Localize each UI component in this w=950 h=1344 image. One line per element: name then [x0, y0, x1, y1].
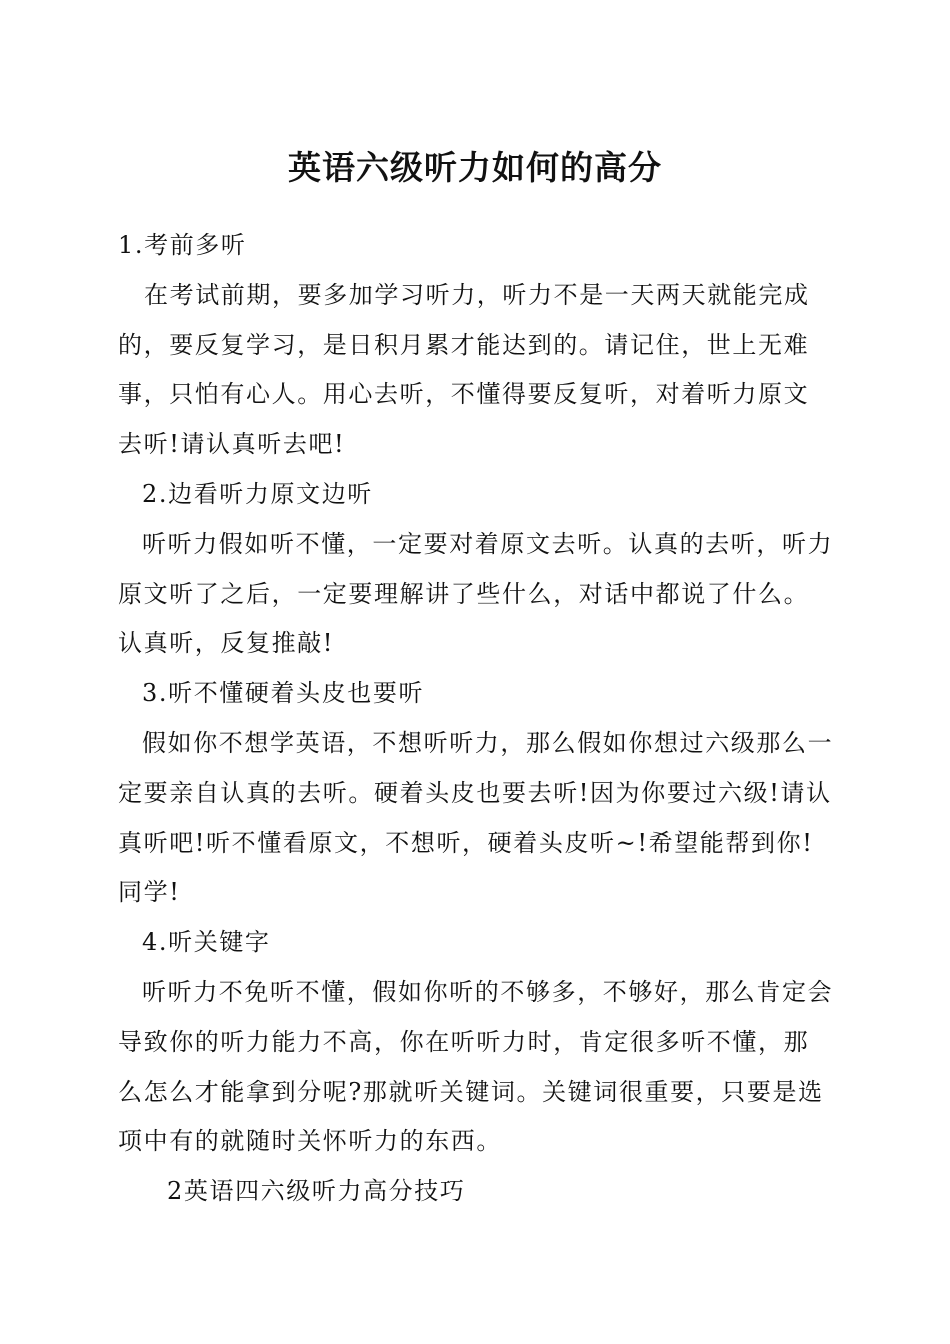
body-paragraph: 在考试前期，要多加学习听力，听力不是一天两天就能完成的，要反复学习，是日积月累才能达到的。请记住，世上无难事，只怕有心人。用心去听，不懂得要反复听，对着听力原文去听!请认真听去吧!	[118, 280, 810, 459]
body-paragraph: 听听力假如听不懂，一定要对着原文去听。认真的去听，听力原文听了之后，一定要理解讲了些什么，对话中都说了什么。认真听，反复推敲!	[118, 529, 834, 658]
document-title: 英语六级听力如何的高分	[288, 148, 662, 187]
section-heading: 2英语四六级听力高分技巧	[167, 1177, 466, 1206]
section-heading: 4.听关键字	[142, 928, 271, 957]
section-heading: 3.听不懂硬着头皮也要听	[142, 679, 425, 708]
section-heading: 2.边看听力原文边听	[142, 479, 373, 508]
body-paragraph: 听听力不免听不懂，假如你听的不够多，不够好，那么肯定会导致你的听力能力不高，你在听听力时，肯定很多听不懂，那么怎么才能拿到分呢?那就听关键词。关键词很重要，只要是选项中有的就随时关怀听力的东西。	[118, 977, 834, 1156]
body-paragraph: 假如你不想学英语，不想听听力，那么假如你想过六级那么一定要亲自认真的去听。硬着头皮也要去听!因为你要过六级!请认真听吧!听不懂看原文，不想听，硬着头皮听~!希望能帮到你!同学!	[118, 728, 834, 907]
section-heading: 1.考前多听	[118, 231, 247, 259]
document-body	[118, 221, 834, 1217]
